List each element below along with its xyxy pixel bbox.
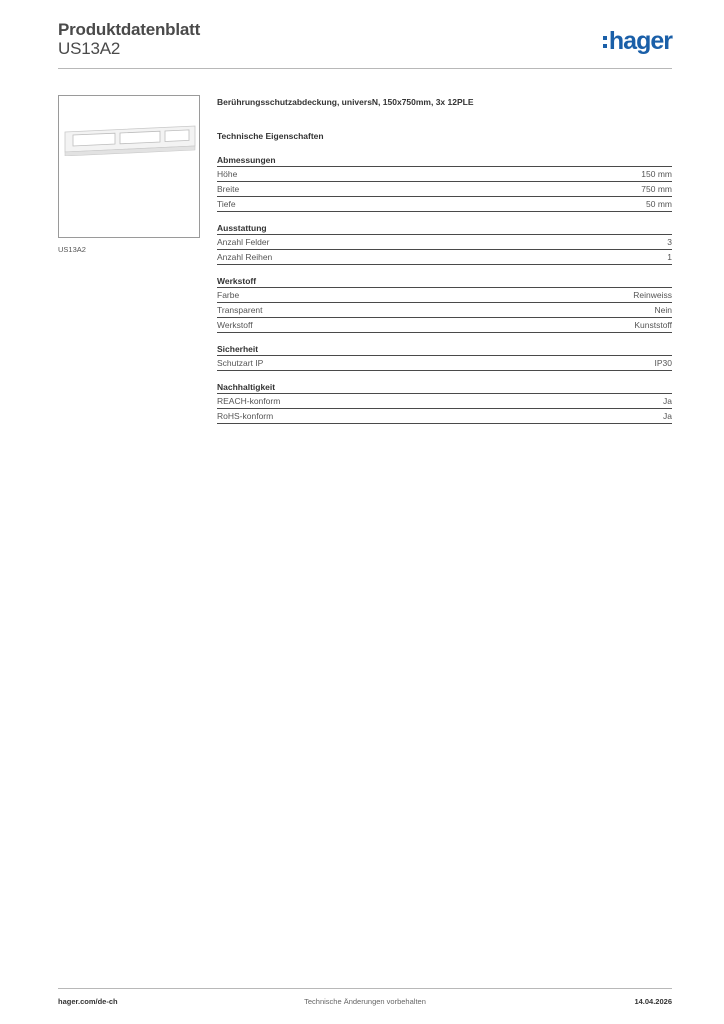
spec-value: 50 mm: [646, 199, 672, 209]
section-title: Ausstattung: [217, 223, 672, 235]
section-title: Abmessungen: [217, 155, 672, 167]
spec-row: [217, 167, 672, 182]
spec-value: Ja: [663, 411, 672, 421]
page-footer: [58, 997, 672, 1011]
spec-label: Transparent: [217, 305, 263, 315]
spec-row: [217, 288, 672, 303]
spec-row: [217, 235, 672, 250]
spec-value: Nein: [654, 305, 672, 315]
footer-notice: Technische Änderungen vorbehalten: [304, 997, 426, 1006]
footer-divider: [58, 988, 672, 989]
section-title: Nachhaltigkeit: [217, 382, 672, 394]
spec-value: IP30: [654, 358, 672, 368]
product-image-frame: [58, 95, 200, 238]
page-title: Produktdatenblatt: [58, 20, 201, 39]
spec-value: 1: [667, 252, 672, 262]
spec-value: Ja: [663, 396, 672, 406]
spec-row: [217, 356, 672, 371]
spec-label: Höhe: [217, 169, 238, 179]
product-code: US13A2: [58, 39, 121, 58]
product-details: [217, 96, 672, 424]
section-ausstattung: [217, 223, 672, 265]
logo-text: hager: [608, 27, 672, 55]
spec-row: [217, 197, 672, 212]
spec-label: REACH-konform: [217, 396, 281, 406]
footer-website-link[interactable]: hager.com/de-ch: [58, 997, 118, 1006]
spec-value: Reinweiss: [633, 290, 672, 300]
spec-label: RoHS-konform: [217, 411, 274, 421]
section-abmessungen: [217, 155, 672, 212]
spec-label: Schutzart IP: [217, 358, 264, 368]
spec-label: Werkstoff: [217, 320, 253, 330]
spec-row: [217, 394, 672, 409]
spec-row: [217, 182, 672, 197]
spec-label: Tiefe: [217, 199, 236, 209]
spec-value: 150 mm: [641, 169, 672, 179]
product-image: [63, 124, 197, 156]
spec-label: Anzahl Felder: [217, 237, 270, 247]
section-title: Werkstoff: [217, 276, 672, 288]
spec-row: [217, 409, 672, 424]
section-werkstoff: [217, 276, 672, 333]
section-sicherheit: [217, 344, 672, 371]
spec-label: Farbe: [217, 290, 240, 300]
spec-label: Anzahl Reihen: [217, 252, 273, 262]
spec-value: Kunststoff: [634, 320, 672, 330]
section-title: Sicherheit: [217, 344, 672, 356]
product-description: Berührungsschutzabdeckung, universN, 150x750mm, 3x 12PLE: [217, 97, 474, 107]
spec-value: 750 mm: [641, 184, 672, 194]
page-header: [58, 20, 672, 70]
product-image-caption: US13A2: [58, 245, 86, 254]
footer-date: 14.04.2026: [634, 997, 672, 1006]
spec-row: [217, 250, 672, 265]
header-divider: [58, 68, 672, 69]
spec-label: Breite: [217, 184, 240, 194]
spec-value: 3: [667, 237, 672, 247]
spec-row: [217, 318, 672, 333]
hager-logo: [603, 29, 672, 54]
tech-properties-heading: Technische Eigenschaften: [217, 131, 324, 141]
spec-row: [217, 303, 672, 318]
logo-dots-icon: [603, 36, 607, 48]
section-nachhaltigkeit: [217, 382, 672, 424]
